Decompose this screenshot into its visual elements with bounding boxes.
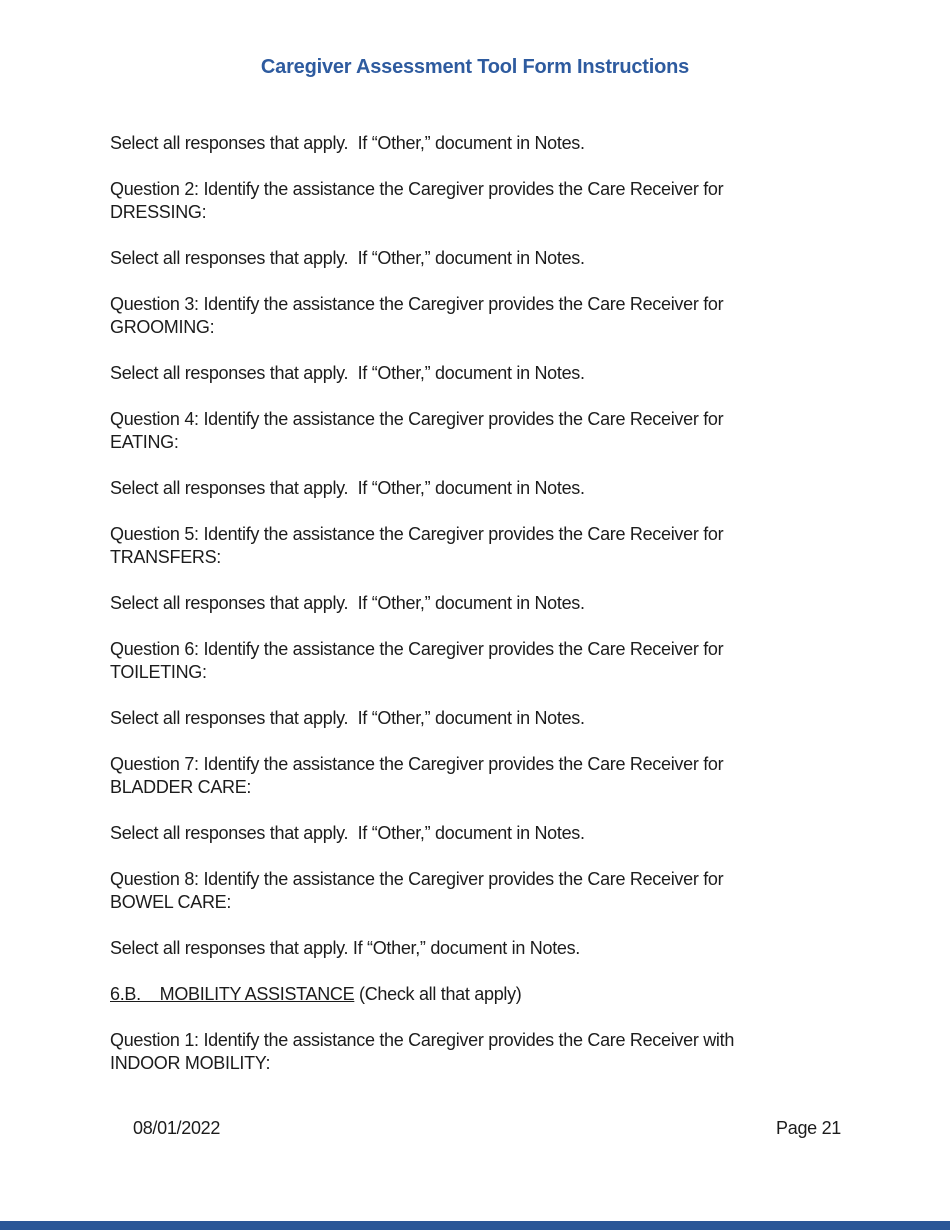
question-text: Question 1: Identify the assistance the Caregiver provides the Care Receiver with INDOOR MOBILITY: (110, 1030, 735, 1073)
instruction-note: Select all responses that apply. If “Other,” document in Notes. (110, 593, 585, 613)
question-text: Question 3: Identify the assistance the Caregiver provides the Care Receiver for GROOMING: (110, 294, 724, 337)
instruction-note: Select all responses that apply. If “Other,” document in Notes. (110, 708, 585, 728)
question-text: Question 4: Identify the assistance the Caregiver provides the Care Receiver for EATING: (110, 409, 724, 452)
question-text: Question 7: Identify the assistance the Caregiver provides the Care Receiver for BLADDER CARE: (110, 754, 724, 797)
footer-page-number: Page 21 (776, 1118, 841, 1138)
instruction-note: Select all responses that apply. If “Other,” document in Notes. (110, 823, 585, 843)
instruction-note: Select all responses that apply. If “Other,” document in Notes. (110, 938, 581, 958)
instruction-note: Select all responses that apply. If “Other,” document in Notes. (110, 248, 585, 268)
question-text: Question 5: Identify the assistance the Caregiver provides the Care Receiver for TRANSFERS: (110, 524, 724, 567)
question-text: Question 2: Identify the assistance the Caregiver provides the Care Receiver for DRESSING: (110, 179, 724, 222)
question-text: Question 6: Identify the assistance the Caregiver provides the Care Receiver for TOILETING: (110, 639, 724, 682)
section-heading-suffix: (Check all that apply) (354, 984, 522, 1004)
instruction-note: Select all responses that apply. If “Other,” document in Notes. (110, 478, 585, 498)
section-heading-underlined: 6.B. MOBILITY ASSISTANCE (110, 984, 355, 1004)
instruction-note: Select all responses that apply. If “Other,” document in Notes. (110, 133, 585, 153)
document-footer (0, 1117, 950, 1140)
document-body (0, 80, 950, 1075)
instruction-note: Select all responses that apply. If “Other,” document in Notes. (110, 363, 585, 383)
page-title: Caregiver Assessment Tool Form Instructions (260, 56, 690, 78)
page-bottom-bar (0, 1221, 950, 1230)
document-header (0, 0, 950, 80)
question-text: Question 8: Identify the assistance the Caregiver provides the Care Receiver for BOWEL CARE: (110, 869, 724, 912)
section-heading (110, 983, 850, 1006)
footer-date: 08/01/2022 (133, 1118, 221, 1138)
